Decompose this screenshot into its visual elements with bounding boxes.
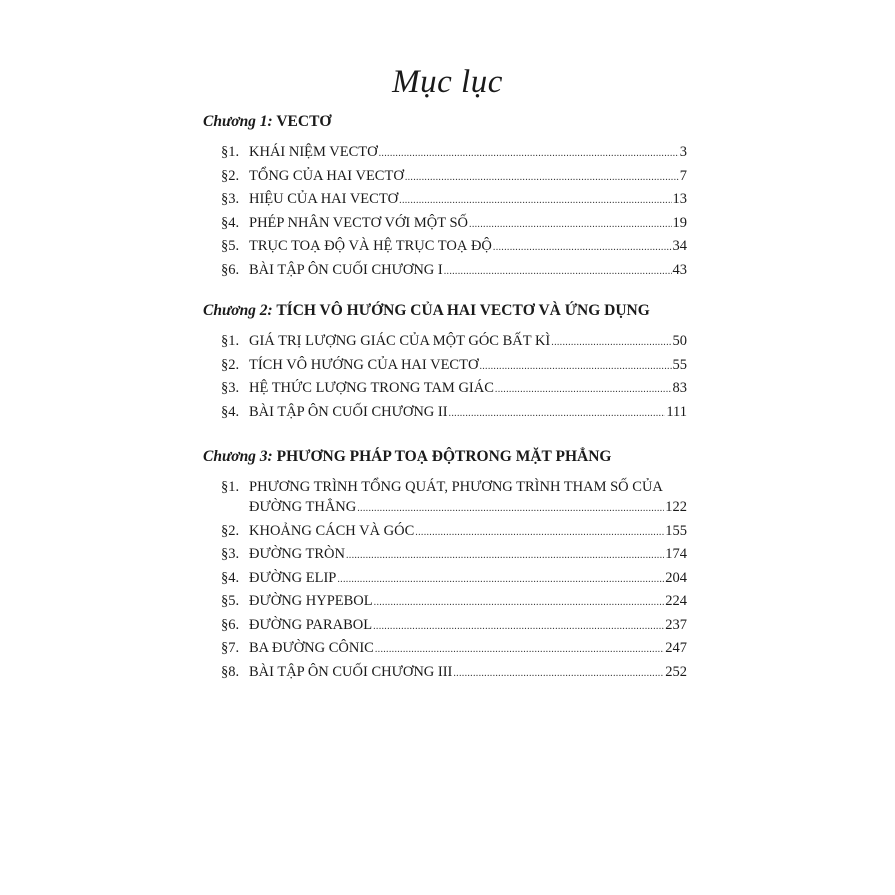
toc-entry[interactable] xyxy=(221,638,687,662)
section-title: BÀI TẬP ÔN CUỐI CHƯƠNG I xyxy=(249,261,443,278)
section-title: ĐƯỜNG HYPEBOL xyxy=(249,593,373,609)
page-number: 111 xyxy=(666,403,687,420)
page-number: 155 xyxy=(665,522,687,539)
dot-leader xyxy=(415,523,664,543)
section-title: BÀI TẬP ÔN CUỐI CHƯƠNG III xyxy=(249,663,453,680)
toc-entry[interactable] xyxy=(221,402,687,426)
section-title: TRỤC TOẠ ĐỘ VÀ HỆ TRỤC TOẠ ĐỘ xyxy=(249,238,492,254)
section-title: ĐƯỜNG ELIP xyxy=(249,569,337,586)
section-title: TÍCH VÔ HƯỚNG CỦA HAI VECTƠ xyxy=(249,356,479,373)
section-title: TỔNG CỦA HAI VECTƠ xyxy=(249,167,404,184)
section-title: KHOẢNG CÁCH VÀ GÓC xyxy=(249,522,415,539)
dot-leader xyxy=(357,499,664,519)
toc-entry[interactable] xyxy=(221,521,687,545)
dot-leader xyxy=(405,168,679,188)
dot-leader xyxy=(373,617,664,637)
toc-entry[interactable] xyxy=(221,213,687,237)
chapter-name: PHƯƠNG PHÁP TOẠ ĐỘTRONG MẶT PHẲNG xyxy=(276,448,612,465)
toc-entry[interactable] xyxy=(221,260,687,284)
toc-entry[interactable] xyxy=(221,615,687,639)
section-title: PHÉP NHÂN VECTƠ VỚI MỘT SỐ xyxy=(249,214,469,231)
chapter-label: Chương 2: xyxy=(203,302,273,319)
section-number: §2. xyxy=(221,167,240,184)
section-number: §3. xyxy=(221,191,240,207)
dot-leader xyxy=(551,333,671,353)
toc-list xyxy=(203,142,687,283)
section-title-continuation: ĐƯỜNG THẲNG xyxy=(249,499,357,515)
chapter-heading xyxy=(203,301,687,325)
section-number: §6. xyxy=(221,261,240,278)
section-number: §7. xyxy=(221,640,240,656)
page-number: 50 xyxy=(672,333,687,349)
page-number: 83 xyxy=(672,380,687,396)
section-title: ĐƯỜNG PARABOL xyxy=(249,616,373,633)
page-number: 247 xyxy=(665,640,687,656)
page-title: Mục lục xyxy=(392,64,503,100)
chapter-name: VECTƠ xyxy=(276,113,332,130)
section-number: §2. xyxy=(221,522,240,539)
chapter-3-section xyxy=(203,447,687,685)
section-number: §2. xyxy=(221,356,240,373)
toc-list xyxy=(203,331,687,425)
dot-leader xyxy=(469,215,671,235)
page-number: 204 xyxy=(665,569,687,586)
dot-leader xyxy=(444,262,672,282)
section-number: §1. xyxy=(221,479,240,495)
toc-entry[interactable] xyxy=(221,355,687,379)
toc-entry[interactable] xyxy=(221,166,687,190)
page-number: 19 xyxy=(672,214,687,231)
page-number: 13 xyxy=(672,191,687,207)
toc-entry[interactable] xyxy=(221,378,687,402)
chapter-name: TÍCH VÔ HƯỚNG CỦA HAI VECTƠ VÀ ỨNG DỤNG xyxy=(276,302,650,319)
toc-entry[interactable] xyxy=(221,331,687,355)
page-number: 174 xyxy=(665,546,687,562)
section-title: KHÁI NIỆM VECTƠ xyxy=(249,144,378,160)
page-number: 55 xyxy=(672,356,687,373)
dot-leader xyxy=(449,404,666,424)
toc-list xyxy=(203,477,687,685)
dot-leader xyxy=(346,546,664,566)
dot-leader xyxy=(375,640,664,660)
section-number: §5. xyxy=(221,593,240,609)
chapter-1-section xyxy=(203,112,687,283)
toc-entry[interactable] xyxy=(221,477,687,521)
section-title: HỆ THỨC LƯỢNG TRONG TAM GIÁC xyxy=(249,380,494,396)
section-title: PHƯƠNG TRÌNH TỔNG QUÁT, PHƯƠNG TRÌNH THAM SỐ CỦA xyxy=(249,479,663,495)
page-number: 34 xyxy=(672,238,687,254)
dot-leader xyxy=(399,191,671,211)
toc-entry[interactable] xyxy=(221,189,687,213)
toc-entry[interactable] xyxy=(221,236,687,260)
section-number: §6. xyxy=(221,616,240,633)
page-number: 252 xyxy=(665,663,687,680)
toc-entry[interactable] xyxy=(221,544,687,568)
dot-leader xyxy=(495,380,672,400)
section-number: §3. xyxy=(221,546,240,562)
chapter-heading xyxy=(203,447,687,471)
section-title: GIÁ TRỊ LƯỢNG GIÁC CỦA MỘT GÓC BẤT KÌ xyxy=(249,333,551,349)
toc-entry[interactable] xyxy=(221,662,687,686)
dot-leader xyxy=(453,664,664,684)
section-number: §5. xyxy=(221,238,240,254)
toc-entry[interactable] xyxy=(221,142,687,166)
dot-leader xyxy=(337,570,664,590)
page-number: 224 xyxy=(665,593,687,609)
toc-entry[interactable] xyxy=(221,591,687,615)
toc-entry[interactable] xyxy=(221,568,687,592)
page-number: 7 xyxy=(679,167,687,184)
section-number: §1. xyxy=(221,144,240,160)
chapter-label: Chương 1: xyxy=(203,113,273,130)
section-number: §4. xyxy=(221,403,240,420)
section-title: BA ĐƯỜNG CÔNIC xyxy=(249,640,374,656)
section-title: ĐƯỜNG TRÒN xyxy=(249,546,345,562)
section-number: §8. xyxy=(221,663,240,680)
section-title: BÀI TẬP ÔN CUỐI CHƯƠNG II xyxy=(249,403,448,420)
page-number: 43 xyxy=(672,261,687,278)
section-number: §4. xyxy=(221,214,240,231)
chapter-heading xyxy=(203,112,687,136)
dot-leader xyxy=(374,593,665,613)
section-number: §3. xyxy=(221,380,240,396)
chapter-2-section xyxy=(203,301,687,425)
page-number: 122 xyxy=(665,499,687,515)
chapter-label: Chương 3: xyxy=(203,448,273,465)
dot-leader xyxy=(493,238,672,258)
dot-leader xyxy=(479,357,671,377)
dot-leader xyxy=(379,144,679,164)
section-title: HIỆU CỦA HAI VECTƠ xyxy=(249,191,399,207)
page-number: 237 xyxy=(665,616,687,633)
page-number: 3 xyxy=(679,144,687,160)
section-number: §4. xyxy=(221,569,240,586)
section-number: §1. xyxy=(221,333,240,349)
